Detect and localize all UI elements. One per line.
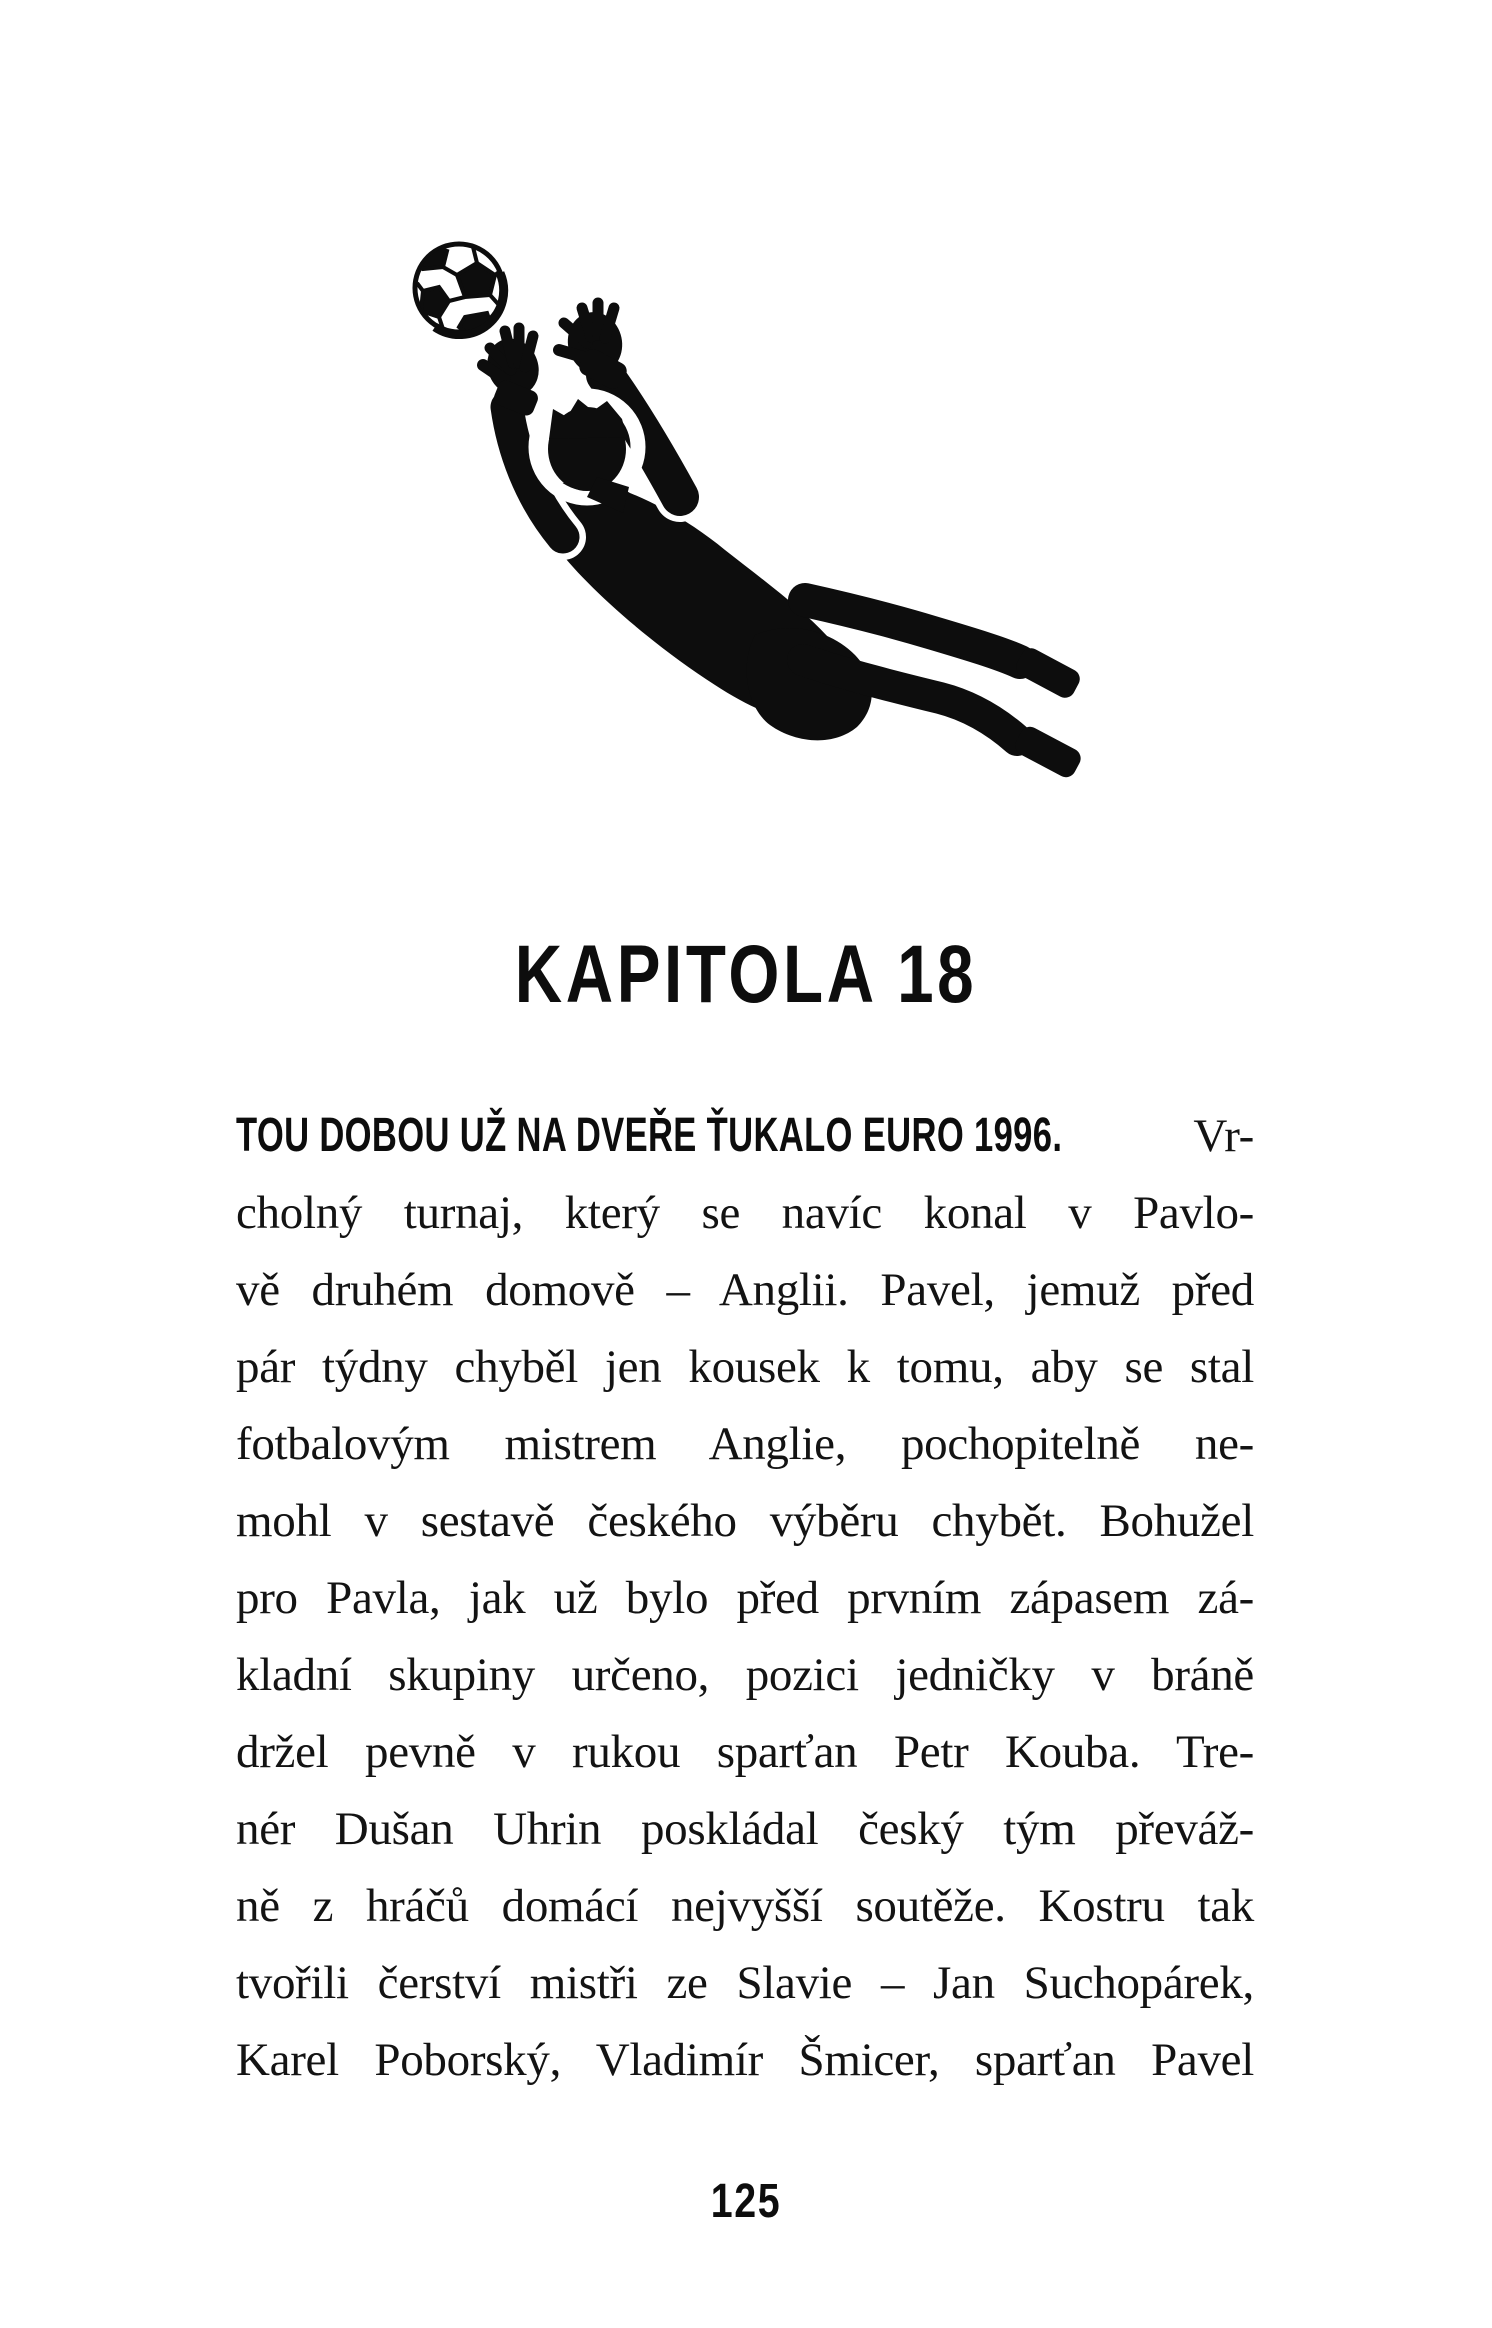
- body-text: [236, 1097, 1254, 2099]
- soccer-ball-icon: [415, 244, 504, 335]
- body-line: ně z hráčů domácí nejvyšší soutěže. Kostru tak: [236, 1880, 1254, 1932]
- body-line: tvořili čerství mistři ze Slavie – Jan Suchopárek,: [236, 1957, 1254, 2009]
- body-line: fotbalovým mistrem Anglie, pochopitelně ne-: [236, 1418, 1254, 1470]
- body-line: Karel Poborský, Vladimír Šmicer, sparťan Pavel: [236, 2034, 1254, 2086]
- upper-boot: [1013, 645, 1084, 702]
- body-line: pro Pavla, jak už bylo před prvním zápasem zá-: [236, 1572, 1254, 1624]
- goalkeeper-illustration-svg: [395, 235, 1105, 790]
- intro-rest: Vr-: [1193, 1110, 1254, 1162]
- chapter-heading: KAPITOLA 18: [514, 929, 978, 1020]
- body-line: držel pevně v rukou sparťan Petr Kouba. Tre-: [236, 1726, 1254, 1778]
- intro-caps: TOU DOBOU UŽ NA DVEŘE ŤUKALO EURO 1996.: [236, 1109, 1063, 1162]
- body-line-intro: [236, 1097, 1254, 1175]
- body-line: vě druhém domově – Anglii. Pavel, jemuž před: [236, 1264, 1254, 1316]
- page-number: 125: [710, 2175, 782, 2228]
- goalkeeper-silhouette: [478, 303, 1084, 781]
- body-line: kladní skupiny určeno, pozici jedničky v bráně: [236, 1649, 1254, 1701]
- body-line: pár týdny chyběl jen kousek k tomu, aby se stal: [236, 1341, 1254, 1393]
- goalkeeper-illustration: [395, 235, 1105, 790]
- body-line: cholný turnaj, který se navíc konal v Pavlo-: [236, 1187, 1254, 1239]
- body-line: mohl v sestavě českého výběru chybět. Bohužel: [236, 1495, 1254, 1547]
- right-glove: [559, 303, 630, 392]
- lower-boot: [1012, 723, 1084, 780]
- body-line: nér Dušan Uhrin poskládal český tým převáž-: [236, 1803, 1254, 1855]
